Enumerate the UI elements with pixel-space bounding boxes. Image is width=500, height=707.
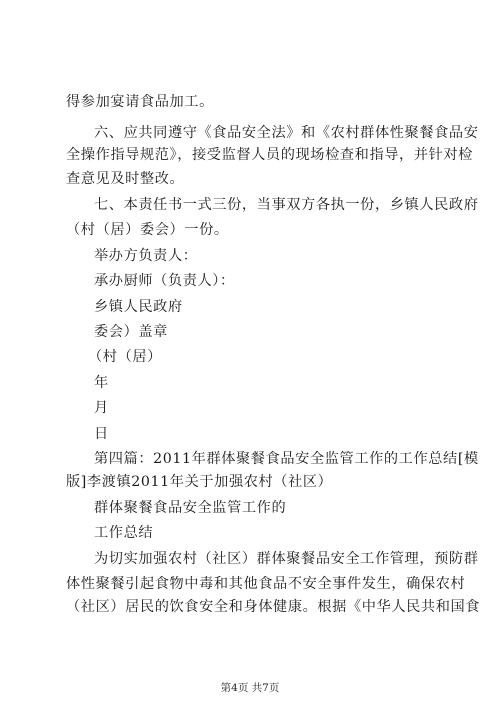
text-line: （村（居）: [88, 349, 162, 365]
text-line: 六、应共同遵守《食品安全法》和《农村群体性聚餐食品安: [94, 125, 479, 141]
text-line: 承办厨师（负责人）：: [94, 273, 235, 289]
text-line: （社区）居民的饮食安全和身体健康。根据《中华人民共和国食: [66, 599, 481, 615]
text-line: 群体聚餐食品安全监管工作的: [94, 500, 287, 516]
text-line: 年: [94, 375, 109, 391]
text-line: 委会）盖章: [94, 324, 168, 340]
section-heading: 第四篇：2011年群体聚餐食品安全监管工作的工作总结[模: [94, 451, 479, 467]
text-line: 全操作指导规范》，接受监督人员的现场检查和指导，并针对检: [66, 147, 473, 163]
text-line: 为切实加强农村（社区）群体聚餐品安全工作管理，预防群: [94, 551, 479, 567]
text-line: 工作总结: [94, 525, 154, 541]
text-line: （村（居）委会）一份。: [66, 222, 229, 238]
text-line: 举办方负责人：: [94, 248, 198, 264]
text-line: 体性聚餐引起食物中毒和其他食品不安全事件发生，确保农村: [66, 576, 466, 592]
text-line: 日: [94, 426, 109, 442]
text-line: 得参加宴请食品加工。: [66, 94, 214, 110]
text-line: 七、本责任书一式三份，当事双方各执一份，乡镇人民政府: [94, 197, 479, 213]
section-heading: 版]李渡镇2011年关于加强农村（社区）: [66, 474, 333, 490]
page-footer: 第4页 共7页: [220, 682, 280, 694]
text-line: 乡镇人民政府: [94, 299, 183, 315]
text-line: 查意见及时整改。: [66, 171, 185, 187]
text-line: 月: [94, 400, 109, 416]
